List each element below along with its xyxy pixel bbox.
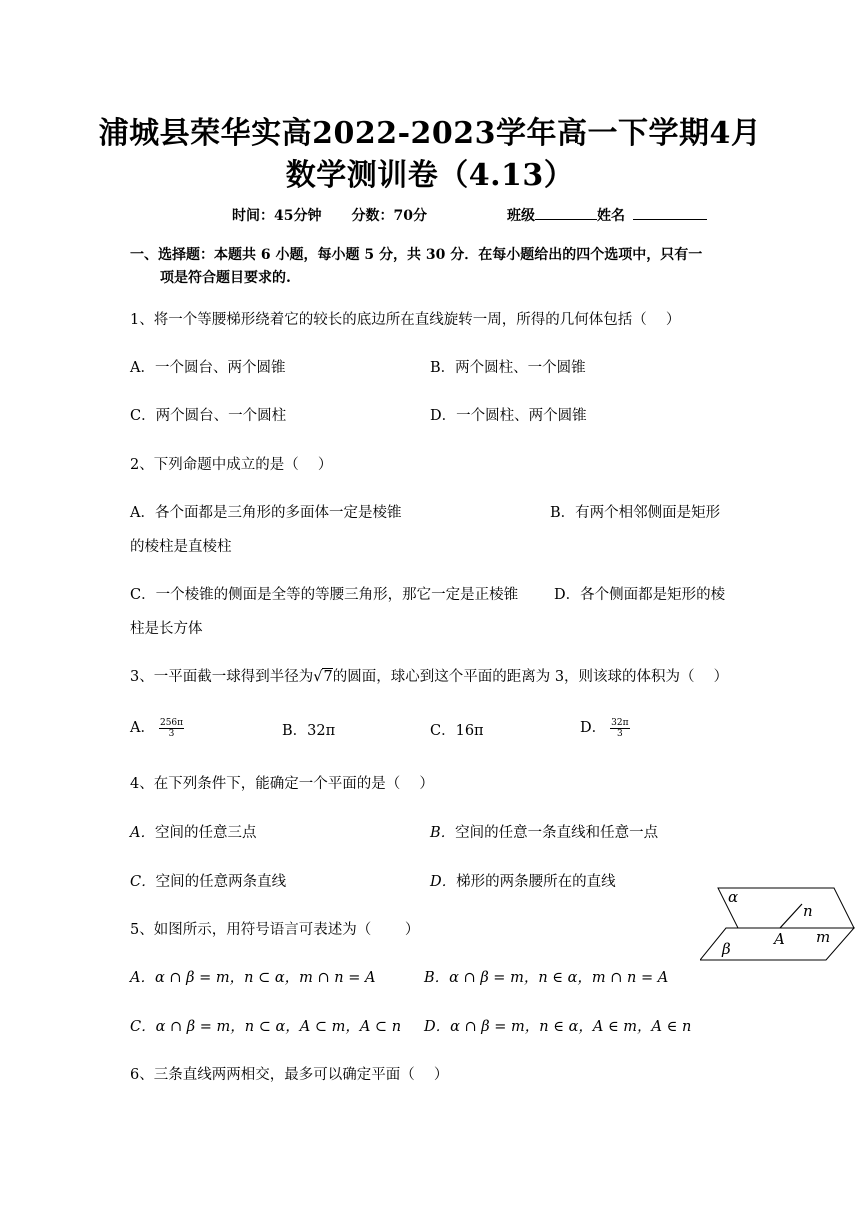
- planes-figure: [700, 882, 860, 962]
- q5-option-c[interactable]: C．α ∩ β = m，n ⊂ α，A ⊂ m，A ⊂ n: [130, 1019, 402, 1035]
- section-header-line2: 项是符合题目要求的.: [160, 270, 291, 286]
- q4-stem: 4、在下列条件下，能确定一个平面的是（ ）: [130, 776, 434, 792]
- exam-meta: [232, 205, 707, 225]
- q2-option-d[interactable]: D．各个侧面都是矩形的棱: [554, 587, 726, 603]
- q2-option-b[interactable]: B．有两个相邻侧面是矩形: [550, 505, 721, 521]
- class-label: 班级: [506, 208, 535, 224]
- q3-option-b[interactable]: B．32π: [282, 723, 336, 739]
- q3-option-d[interactable]: D． $\frac{32\pi}{3}$: [580, 717, 629, 739]
- q3-option-a[interactable]: A． $\frac{256\pi}{3}$: [130, 717, 184, 739]
- class-blank[interactable]: [535, 219, 597, 220]
- a-point-label: A: [774, 930, 785, 948]
- q2-option-b-cont: 的棱柱是直棱柱: [130, 539, 232, 555]
- q4-option-c[interactable]: C．空间的任意两条直线: [130, 874, 287, 890]
- sqrt-radicand: 7: [323, 669, 333, 685]
- exam-title-line2: 数学测训卷（4.13）: [285, 158, 575, 193]
- q1-option-c[interactable]: C．两个圆台、一个圆柱: [130, 408, 287, 424]
- section-header-line1: 一、选择题：本题共 6 小题，每小题 5 分，共 30 分．在每小题给出的四个选项中，只有一: [130, 247, 703, 263]
- q4-option-d[interactable]: D．梯形的两条腰所在的直线: [430, 874, 616, 890]
- q1-option-b[interactable]: B．两个圆柱、一个圆锥: [430, 360, 586, 376]
- q4-option-b[interactable]: B．空间的任意一条直线和任意一点: [430, 825, 659, 841]
- name-label: 姓名: [596, 208, 625, 224]
- q5-stem: 5、如图所示，用符号语言可表述为（ ）: [130, 922, 420, 938]
- name-blank[interactable]: [633, 219, 707, 220]
- q6-stem: 6、三条直线两两相交，最多可以确定平面（ ）: [130, 1067, 449, 1083]
- line-n: [780, 904, 802, 928]
- time-label: 时间：45分钟: [232, 208, 322, 224]
- q3-stem: 3、一平面截一球得到半径为√7的圆面，球心到这个平面的距离为 3，则该球的体积为（ ）: [130, 669, 729, 685]
- q2-stem: 2、下列命题中成立的是（ ）: [130, 457, 333, 473]
- m-label: m: [816, 928, 831, 946]
- q5-option-d[interactable]: D．α ∩ β = m，n ∈ α，A ∈ m，A ∈ n: [424, 1019, 692, 1035]
- exam-title-line1: 浦城县荣华实高2022-2023学年高一下学期4月: [98, 116, 762, 151]
- q1-stem: 1、将一个等腰梯形绕着它的较长的底边所在直线旋转一周，所得的几何体包括（ ）: [130, 312, 681, 328]
- q2-option-c[interactable]: C．一个棱锥的侧面是全等的等腰三角形，那它一定是正棱锥: [130, 587, 519, 603]
- score-label: 分数：70分: [351, 208, 427, 224]
- q1-option-a[interactable]: A．一个圆台、两个圆锥: [130, 360, 286, 376]
- n-label: n: [803, 902, 813, 920]
- q3-option-c[interactable]: C．16π: [430, 723, 484, 739]
- q2-option-d-cont: 柱是长方体: [130, 621, 203, 637]
- q4-option-a[interactable]: A．空间的任意三点: [130, 825, 257, 841]
- fraction: $\frac{256\pi}{3}$: [159, 717, 184, 739]
- q5-option-b[interactable]: B．α ∩ β = m，n ∈ α，m ∩ n = A: [424, 970, 669, 986]
- q1-option-d[interactable]: D．一个圆柱、两个圆锥: [430, 408, 587, 424]
- beta-label: β: [722, 940, 731, 958]
- sqrt-sign: √: [313, 669, 323, 685]
- q5-option-a[interactable]: A．α ∩ β = m，n ⊂ α，m ∩ n = A: [130, 970, 376, 986]
- q2-option-a[interactable]: A．各个面都是三角形的多面体一定是棱锥: [130, 505, 402, 521]
- fraction: $\frac{32\pi}{3}$: [611, 717, 629, 739]
- alpha-label: α: [728, 888, 739, 906]
